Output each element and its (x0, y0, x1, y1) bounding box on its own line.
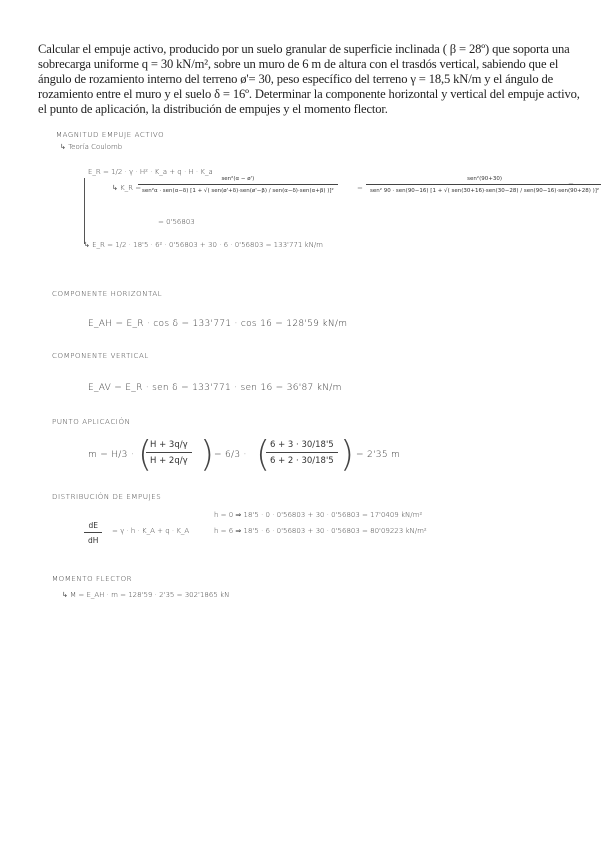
eav-formula: E_AV = E_R · sen δ = 133'771 · sen 16 = 36'87 kN/m (88, 383, 342, 393)
problem-statement: Calcular el empuje activo, producido por un suelo granular de superficie inclinada ( β = 28º) que soporta una sobrecarga uniforme q = 30 kN/m², sobre un muro de 6 m de altura con el trasdós vertical, sabiendo que el ángulo de rozamiento interno del terreno ø'= 30, peso específico del terreno γ = 18,5 kN/m y el ángulo de rozamiento entre el muro y el suelo δ = 16º. Determinar la componente horizontal y vertical del empuje activo, el punto de aplicación, la distribución de empujes y el momento flector. (38, 42, 580, 116)
section-title-distribucion: DISTRIBUCIÓN DE EMPUJES (52, 493, 162, 501)
kr-general-numerator: sen²(α − ø') (221, 176, 255, 182)
m-general-numerator: H + 3q/γ (150, 440, 188, 450)
coulomb-subtitle: ↳ Teoría Coulomb (60, 143, 123, 151)
dh-denominator: dH (84, 532, 102, 545)
moment-formula: ↳ M = E_AH · m = 128'59 · 2'35 = 302'1865 kN (62, 591, 230, 599)
m-general-denominator: H + 2q/γ (146, 452, 192, 466)
m-mid: = 6/3 · (214, 450, 247, 460)
paren-close: ) (340, 434, 355, 475)
er-formula: E_R = 1/2 · γ · H² · K_a + q · H · K_a (88, 168, 213, 176)
m-general-fraction (146, 440, 192, 466)
kr-label: ↳ K_R = (112, 184, 142, 192)
de-numerator: dE (88, 521, 98, 530)
m-lhs: m = H/3 · (88, 450, 134, 460)
distribution-formula: = γ · h · K_A + q · K_A (112, 527, 190, 535)
section-title-vertical: COMPONENTE VERTICAL (52, 352, 149, 360)
kr-numeric-fraction (366, 176, 601, 194)
kr-numeric-denominator: sen² 90 · sen(90−16) [1 + √( sen(30+16)·sen(30−28) / sen(90−16)·sen(90+28) )]² (366, 184, 601, 194)
kr-general-fraction (138, 176, 338, 194)
m-numeric-denominator: 6 + 2 · 30/18'5 (266, 452, 338, 466)
section-title-magnitud: MAGNITUD EMPUJE ACTIVO (56, 131, 165, 139)
de-dh-fraction (84, 521, 102, 545)
kr-general-denominator: sen²α · sen(α−δ) [1 + √( sen(ø'+δ)·sen(ø'−β) / sen(α−δ)·sen(α+β) )]² (138, 184, 338, 194)
equals-sign: = (357, 184, 363, 192)
er-result: ↳ E_R = 1/2 · 18'5 · 6² · 0'56803 + 30 · 6 · 0'56803 = 133'771 kN/m (84, 241, 324, 249)
section-title-horizontal: COMPONENTE HORIZONTAL (52, 290, 163, 298)
paren-open: ( (256, 434, 271, 475)
eah-formula: E_AH = E_R · cos δ = 133'771 · cos 16 = 128'59 kN/m (88, 319, 348, 329)
equals-sign: = (568, 180, 574, 188)
paren-open: ( (138, 434, 153, 475)
m-numeric-fraction (266, 440, 338, 466)
section-title-momento: MOMENTO FLECTOR (52, 575, 133, 583)
kr-result: = 0'56803 (158, 218, 195, 226)
kr-numeric-numerator: sen²(90+30) (467, 176, 502, 182)
m-result: = 2'35 m (356, 450, 401, 460)
m-numeric-numerator: 6 + 3 · 30/18'5 (270, 440, 334, 450)
distribution-h0: h = 0 ⇒ 18'5 · 0 · 0'56803 + 30 · 0'56803 = 17'0409 kN/m² (214, 511, 423, 519)
section-title-aplicacion: PUNTO APLICACIÓN (52, 418, 131, 426)
distribution-h6: h = 6 ⇒ 18'5 · 6 · 0'56803 + 30 · 0'56803 = 80'09223 kN/m² (214, 527, 427, 535)
paren-close: ) (200, 434, 215, 475)
bracket-line (84, 178, 85, 244)
